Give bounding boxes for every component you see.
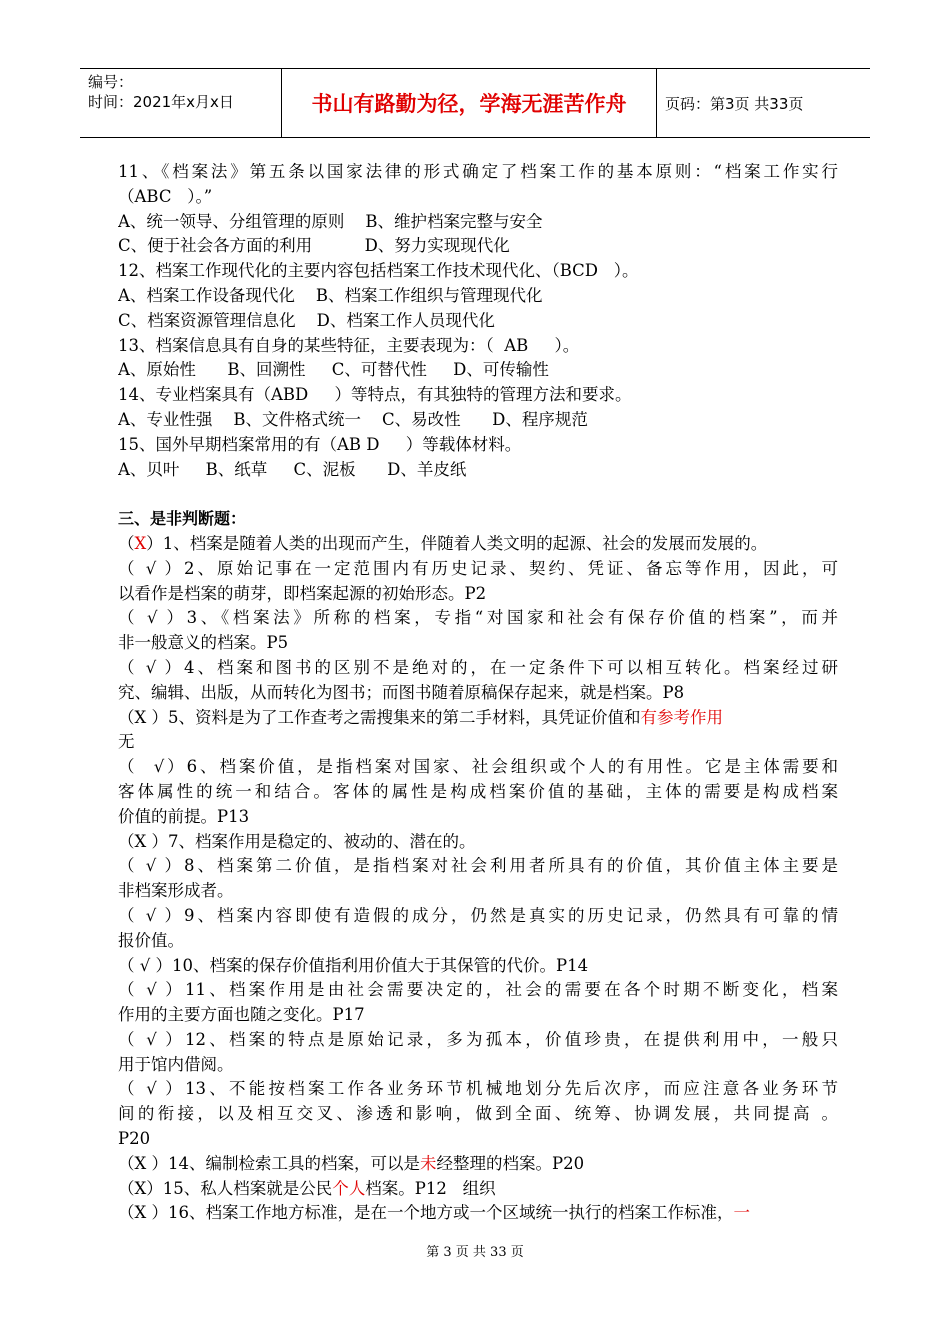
page-header xyxy=(80,68,870,138)
judgment-16 xyxy=(118,1201,838,1226)
judgment-6-line-1: （ √）6、档案价值，是指档案对国家、社会组织或个人的有用性。它是主体需要和 xyxy=(118,757,838,777)
judgment-10: （ √ ）10、档案的保存价值指利用价值大于其保管的代价。P14 xyxy=(118,955,589,975)
judgment-13-line-3: P20 xyxy=(118,1129,151,1149)
spacer xyxy=(118,482,838,507)
judgment-12-line-1: （ √ ）12、档案的特点是原始记录，多为孤本，价值珍贵，在提供利用中，一般只 xyxy=(118,1029,838,1049)
judgment-14-text: （X ）14、编制检索工具的档案，可以是 xyxy=(118,1153,420,1173)
question-13-line: 13、档案信息具有自身的某些特征，主要表现为：（ AB ）。 xyxy=(118,335,580,355)
question-11-options-ab: A、统一领导、分组管理的原则 B、维护档案完整与安全 xyxy=(118,211,543,231)
judgment-15-text: （X）15、私人档案就是公民 xyxy=(118,1178,333,1198)
judgment-6-line-2: 客体属性的统一和结合。客体的属性是构成档案价值的基础，主体的需要是构成档案 xyxy=(118,781,838,801)
judgment-16-text: （X ）16、档案工作地方标准，是在一个地方或一个区域统一执行的档案工作标准， xyxy=(118,1203,734,1223)
document-number-label: 编号： xyxy=(88,73,134,91)
judgment-9-line-1: （ √ ）9、档案内容即使有造假的成分，仍然是真实的历史记录，仍然具有可靠的情 xyxy=(118,905,838,925)
judgment-3-line-1: （ √ ）3、《档案法》所称的档案，专指“对国家和社会有保存价值的档案”，而并 xyxy=(118,608,838,628)
question-11-line-2: （ABC ）。” xyxy=(118,186,213,206)
question-14-line: 14、专业档案具有（ABD ）等特点，有其独特的管理方法和要求。 xyxy=(118,385,632,405)
judgment-1 xyxy=(118,532,838,557)
judgment-5-line-2: 无 xyxy=(118,732,135,752)
question-12-line: 12、档案工作现代化的主要内容包括档案工作技术现代化、（BCD ）。 xyxy=(118,261,639,281)
judgment-3-line-2: 非一般意义的档案。P5 xyxy=(118,633,289,653)
judgment-8-line-1: （ √ ）8、档案第二价值，是指档案对社会利用者所具有的价值，其价值主体主要是 xyxy=(118,856,838,876)
judgment-2-line-1: （ √ ）2、原始记事在一定范围内有历史记录、契约、凭证、备忘等作用，因此，可 xyxy=(118,558,838,578)
section-title: 三、是非判断题： xyxy=(118,509,247,529)
header-motto: 书山有路勤为径，学海无涯苦作舟 xyxy=(282,69,657,137)
judgment-16-red-text: 一 xyxy=(733,1203,750,1223)
judgment-9-line-2: 报价值。 xyxy=(118,930,184,950)
question-14-options: A、专业性强 B、文件格式统一 C、易改性 D、程序规范 xyxy=(118,409,588,429)
judgment-14 xyxy=(118,1152,838,1177)
question-11-options-cd: C、便于社会各方面的利用 D、努力实现现代化 xyxy=(118,236,510,256)
question-12-options-cd: C、档案资源管理信息化 D、档案工作人员现代化 xyxy=(118,310,495,330)
header-page-label: 页码：第3页 共33页 xyxy=(665,94,804,113)
header-left-cell xyxy=(80,69,282,137)
question-12-options-ab: A、档案工作设备现代化 B、档案工作组织与管理现代化 xyxy=(118,285,543,305)
judgment-5-line-1 xyxy=(118,706,838,731)
document-date-label: 时间：2021年x月x日 xyxy=(88,93,234,111)
judgment-2-line-2: 以看作是档案的萌芽，即档案起源的初始形态。P2 xyxy=(118,583,487,603)
question-15-options: A、贝叶 B、纸草 C、泥板 D、羊皮纸 xyxy=(118,459,467,479)
page-footer: 第 3 页 共 33 页 xyxy=(426,1245,524,1260)
document-body xyxy=(118,160,838,1226)
judgment-1-mark: X xyxy=(134,533,147,553)
judgment-5-text: （X ）5、资料是为了工作查考之需搜集来的第二手材料，具凭证价值和 xyxy=(118,707,641,727)
judgment-14-text-end: 经整理的档案。P20 xyxy=(436,1153,585,1173)
judgment-15-red-text: 个人 xyxy=(332,1178,366,1198)
judgment-4-line-1: （ √ ）4、档案和图书的区别不是绝对的，在一定条件下可以相互转化。档案经过研 xyxy=(118,657,838,677)
judgment-12-line-2: 用于馆内借阅。 xyxy=(118,1054,234,1074)
question-13-options: A、原始性 B、回溯性 C、可替代性 D、可传输性 xyxy=(118,360,549,380)
judgment-8-line-2: 非档案形成者。 xyxy=(118,881,234,901)
judgment-14-red-text: 未 xyxy=(420,1153,437,1173)
judgment-13-line-1: （ √ ）13、不能按档案工作各业务环节机械地划分先后次序，而应注意各业务环节 xyxy=(118,1079,838,1099)
judgment-13-line-2: 间的衔接，以及相互交叉、渗透和影响，做到全面、统筹、协调发展，共同提高 。 xyxy=(118,1104,838,1124)
question-11-line-1: 11、《档案法》第五条以国家法律的形式确定了档案工作的基本原则：“档案工作实行 xyxy=(118,162,838,181)
question-15-line: 15、国外早期档案常用的有（AB D ）等载体材料。 xyxy=(118,434,522,454)
judgment-15 xyxy=(118,1177,838,1202)
judgment-1-text: ）1、档案是随着人类的出现而产生，伴随着人类文明的起源、社会的发展而发展的。 xyxy=(146,533,768,553)
judgment-11-line-2: 作用的主要方面也随之变化。P17 xyxy=(118,1005,365,1025)
judgment-11-line-1: （ √ ）11、档案作用是由社会需要决定的，社会的需要在各个时期不断变化，档案 xyxy=(118,980,838,1000)
judgment-15-text-end: 档案。P12 组织 xyxy=(365,1178,496,1198)
judgment-5-red-text: 有参考作用 xyxy=(640,707,723,727)
judgment-4-line-2: 究、编辑、出版，从而转化为图书；而图书随着原稿保存起来，就是档案。P8 xyxy=(118,682,685,702)
judgment-7: （X ）7、档案作用是稳定的、被动的、潜在的。 xyxy=(118,831,476,851)
judgment-6-line-3: 价值的前提。P13 xyxy=(118,806,250,826)
judgment-1-open: （ xyxy=(118,533,135,553)
